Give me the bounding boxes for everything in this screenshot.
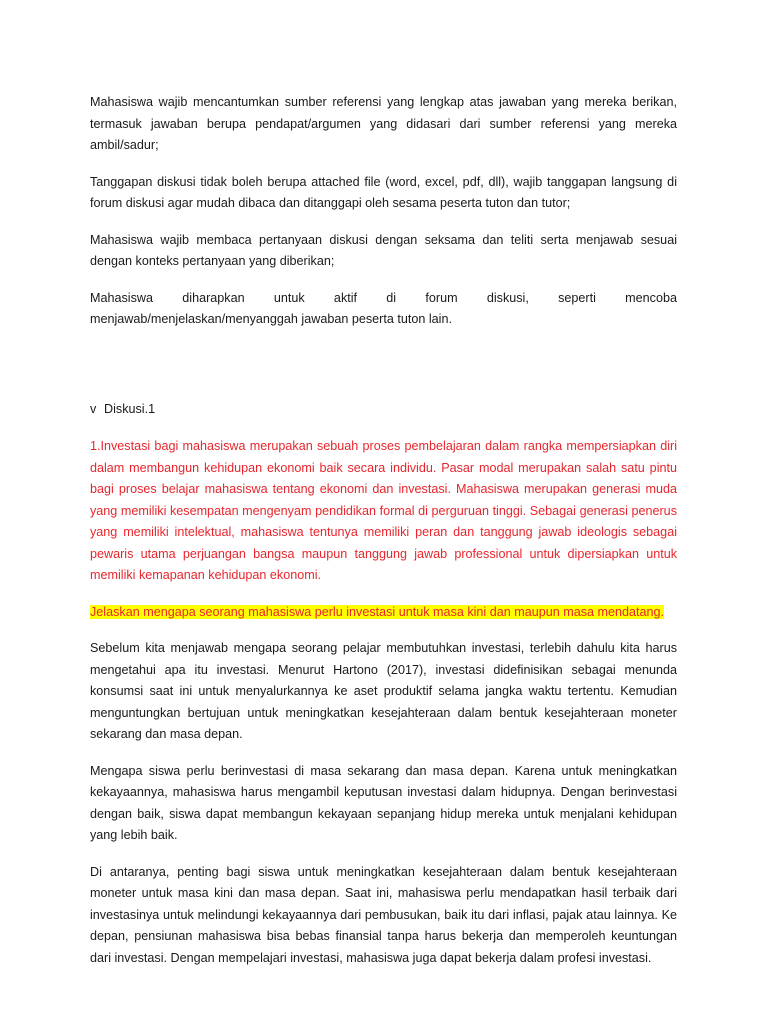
rule-paragraph-4-line-1: Mahasiswa diharapkan untuk aktif di forum diskusi, seperti mencoba bbox=[90, 290, 677, 305]
rule-paragraph-3: Mahasiswa wajib membaca pertanyaan diskusi dengan seksama dan teliti serta menjawab sesuai dengan konteks pertanyaan yang diberikan; bbox=[90, 232, 677, 268]
rule-paragraph-4-line-2: menjawab/menjelaskan/menyanggah jawaban peserta tuton lain. bbox=[90, 312, 452, 326]
highlighted-question: Jelaskan mengapa seorang mahasiswa perlu investasi untuk masa kini dan maupun masa mendatang. bbox=[90, 604, 665, 619]
answer-paragraph-3: Di antaranya, penting bagi siswa untuk meningkatkan kesejahteraan dalam bentuk kesejahteraan moneter untuk masa kini dan masa depan. Saat ini, mahasiswa perlu mendapatkan hasil terbaik dari investasinya untuk melindungi kekayaannya dari pembusukan, baik itu dari inflasi, pajak atau lainnya. Ke depan, pensiunan mahasiswa bisa bebas finansial tanpa harus bekerja dan memperoleh keuntungan dari investasi. Dengan mempelajari investasi, mahasiswa juga dapat bekerja dalam profesi investasi. bbox=[90, 864, 677, 965]
bullet-icon: v bbox=[90, 401, 97, 416]
answer-paragraph-2: Mengapa siswa perlu berinvestasi di masa sekarang dan masa depan. Karena untuk meningkatkan kekayaannya, mahasiswa harus mengambil keputusan investasi dalam hidupnya. Dengan berinvestasi dengan baik, siswa dapat membangun kekayaan sepanjang hidup mereka untuk menjalani kehidupan yang lebih baik. bbox=[90, 763, 677, 842]
answer-paragraph-1: Sebelum kita menjawab mengapa seorang pelajar membutuhkan investasi, terlebih dahulu kita harus mengetahui apa itu investasi. Menurut Hartono (2017), investasi didefinisikan sebagai menunda konsumsi saat ini untuk menyalurkannya ke aset produktif selama jangka waktu tertentu. Kemudian menguntungkan bertujuan untuk meningkatkan kesejahteraan dalam bentuk kesejahteraan moneter sekarang dan masa depan. bbox=[90, 641, 677, 741]
question-intro: 1.Investasi bagi mahasiswa merupakan sebuah proses pembelajaran dalam rangka mempersiapkan diri dalam membangun kehidupan ekonomi baik secara individu. Pasar modal merupakan salah satu pintu bagi proses belajar mahasiswa tentang ekonomi dan investasi. Mahasiswa merupakan generasi muda yang memiliki kesempatan mengenyam pendidikan formal di perguruan tinggi. Sebagai generasi penerus yang memiliki intelektual, mahasiswa tentunya memiliki peran dan tanggung jawab ideologis sebagai pewaris utama perjuangan bangsa maupun tanggung jawab professional untuk dipersiapkan untuk memiliki kemapanan kehidupan ekonomi. bbox=[90, 439, 677, 582]
rule-paragraph-2: Tanggapan diskusi tidak boleh berupa attached file (word, excel, pdf, dll), wajib tanggapan langsung di forum diskusi agar mudah dibaca dan ditanggapi oleh sesama peserta tuton dan tutor; bbox=[90, 174, 677, 210]
section-heading bbox=[90, 399, 677, 421]
section-title: Diskusi.1 bbox=[104, 401, 156, 416]
document-page bbox=[90, 92, 677, 984]
rule-paragraph-1: Mahasiswa wajib mencantumkan sumber referensi yang lengkap atas jawaban yang mereka berikan, termasuk jawaban berupa pendapat/argumen yang didasari dari sumber referensi yang mereka ambil/sadur; bbox=[90, 95, 677, 152]
question-prompt bbox=[90, 602, 677, 624]
